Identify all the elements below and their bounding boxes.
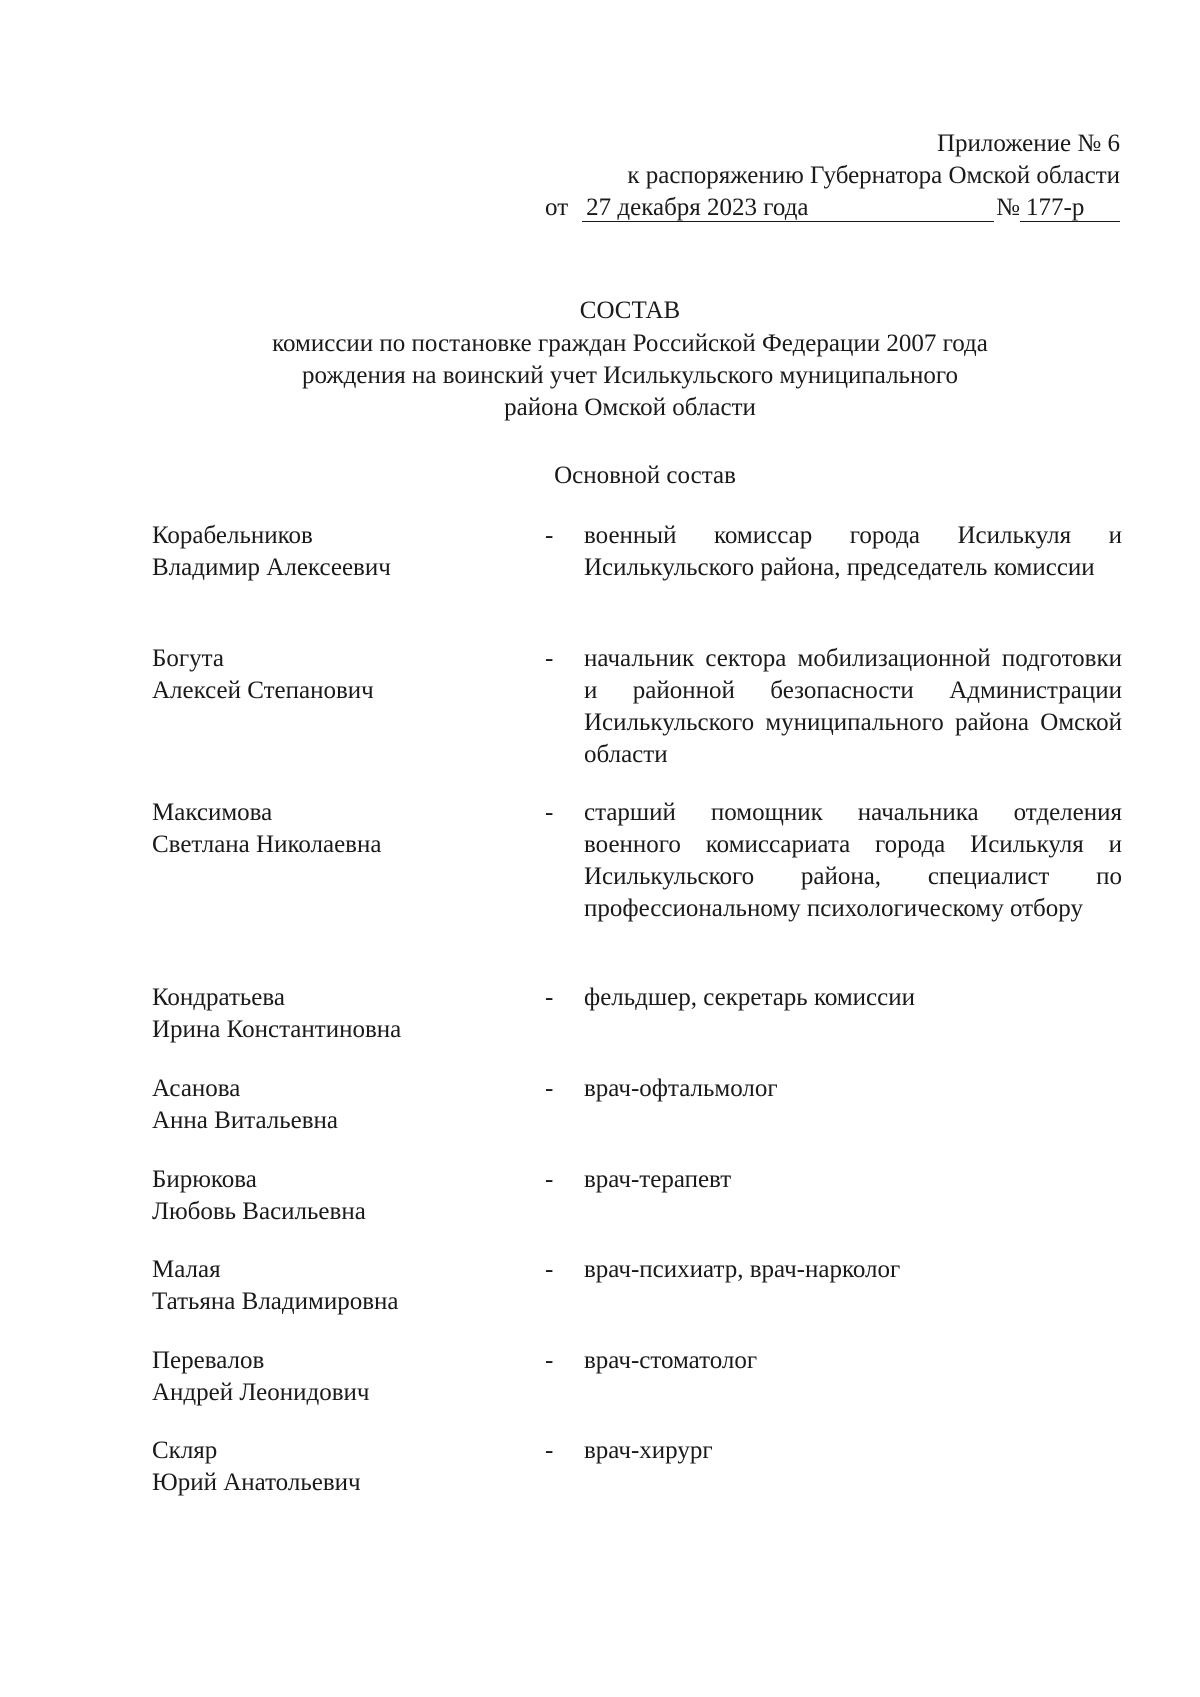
member-surname: Перевалов [152, 1347, 265, 1374]
member-surname: Кондратьева [152, 984, 285, 1011]
member-name [152, 982, 532, 1046]
member-name [152, 1435, 532, 1499]
appendix-decree-line: к распоряжению Губернатора Омской области [627, 162, 1120, 189]
member-name [152, 1164, 532, 1228]
date-label: от [545, 194, 569, 221]
document-heading [0, 295, 1200, 424]
member-role: старший помощник начальника отделения военного комиссариата города Исилькуля и Исилькульского района, специалист по профессиональному психологическому отбору [584, 799, 1122, 922]
heading-title: СОСТАВ [579, 297, 681, 324]
member-given-names: Юрий Анатольевич [152, 1469, 361, 1496]
member-dash: - [545, 799, 554, 826]
member-dash: - [545, 645, 554, 672]
member-surname: Малая [152, 1256, 221, 1283]
member-surname: Корабельников [152, 522, 313, 549]
member-role: врач-психиатр, врач-нарколог [584, 1256, 901, 1283]
member-dash: - [545, 1256, 554, 1283]
appendix-block [520, 128, 1120, 224]
member-surname: Асанова [152, 1075, 241, 1102]
member-dash: - [545, 522, 554, 549]
member-name [152, 520, 532, 584]
member-surname: Максимова [152, 799, 273, 826]
member-role: врач-стоматолог [584, 1347, 758, 1374]
member-role: врач-терапевт [584, 1166, 732, 1193]
member-surname: Скляр [152, 1437, 218, 1464]
heading-line-3: района Омской области [504, 394, 756, 421]
appendix-date-line [520, 192, 1120, 224]
heading-line-2: рождения на воинский учет Исилькульского муниципального [302, 362, 958, 389]
decree-number: 177-р [1020, 195, 1120, 222]
member-surname: Богута [152, 645, 224, 672]
member-given-names: Светлана Николаевна [152, 831, 382, 858]
member-dash: - [545, 984, 554, 1011]
member-given-names: Алексей Степанович [152, 677, 374, 704]
member-role: начальник сектора мобилизационной подготовки и районной безопасности Администрации Исилькульского муниципального района Омской области [584, 645, 1122, 768]
member-given-names: Любовь Васильевна [152, 1198, 366, 1225]
appendix-number-line: Приложение № 6 [936, 130, 1120, 157]
section-subheading: Основной состав [554, 462, 736, 489]
member-name [152, 1073, 532, 1137]
member-dash: - [545, 1347, 554, 1374]
member-given-names: Андрей Леонидович [152, 1379, 370, 1406]
number-label: № [996, 194, 1020, 221]
member-dash: - [545, 1075, 554, 1102]
member-role: военный комиссар города Исилькуля и Исилькульского района, председатель комиссии [584, 522, 1122, 581]
member-surname: Бирюкова [152, 1166, 257, 1193]
decree-date: 27 декабря 2023 года [582, 195, 994, 222]
member-dash: - [545, 1166, 554, 1193]
member-role: фельдшер, секретарь комиссии [584, 984, 916, 1011]
member-role: врач-хирург [584, 1437, 713, 1464]
member-given-names: Владимир Алексеевич [152, 554, 391, 581]
member-name [152, 643, 532, 707]
member-name [152, 1345, 532, 1409]
member-given-names: Анна Витальевна [152, 1107, 339, 1134]
member-role: врач-офтальмолог [584, 1075, 778, 1102]
member-dash: - [545, 1437, 554, 1464]
heading-line-1: комиссии по постановке граждан Российской Федерации 2007 года [272, 330, 988, 357]
member-given-names: Ирина Константиновна [152, 1016, 402, 1043]
member-name [152, 797, 532, 861]
member-given-names: Татьяна Владимировна [152, 1288, 399, 1315]
member-name [152, 1254, 532, 1318]
